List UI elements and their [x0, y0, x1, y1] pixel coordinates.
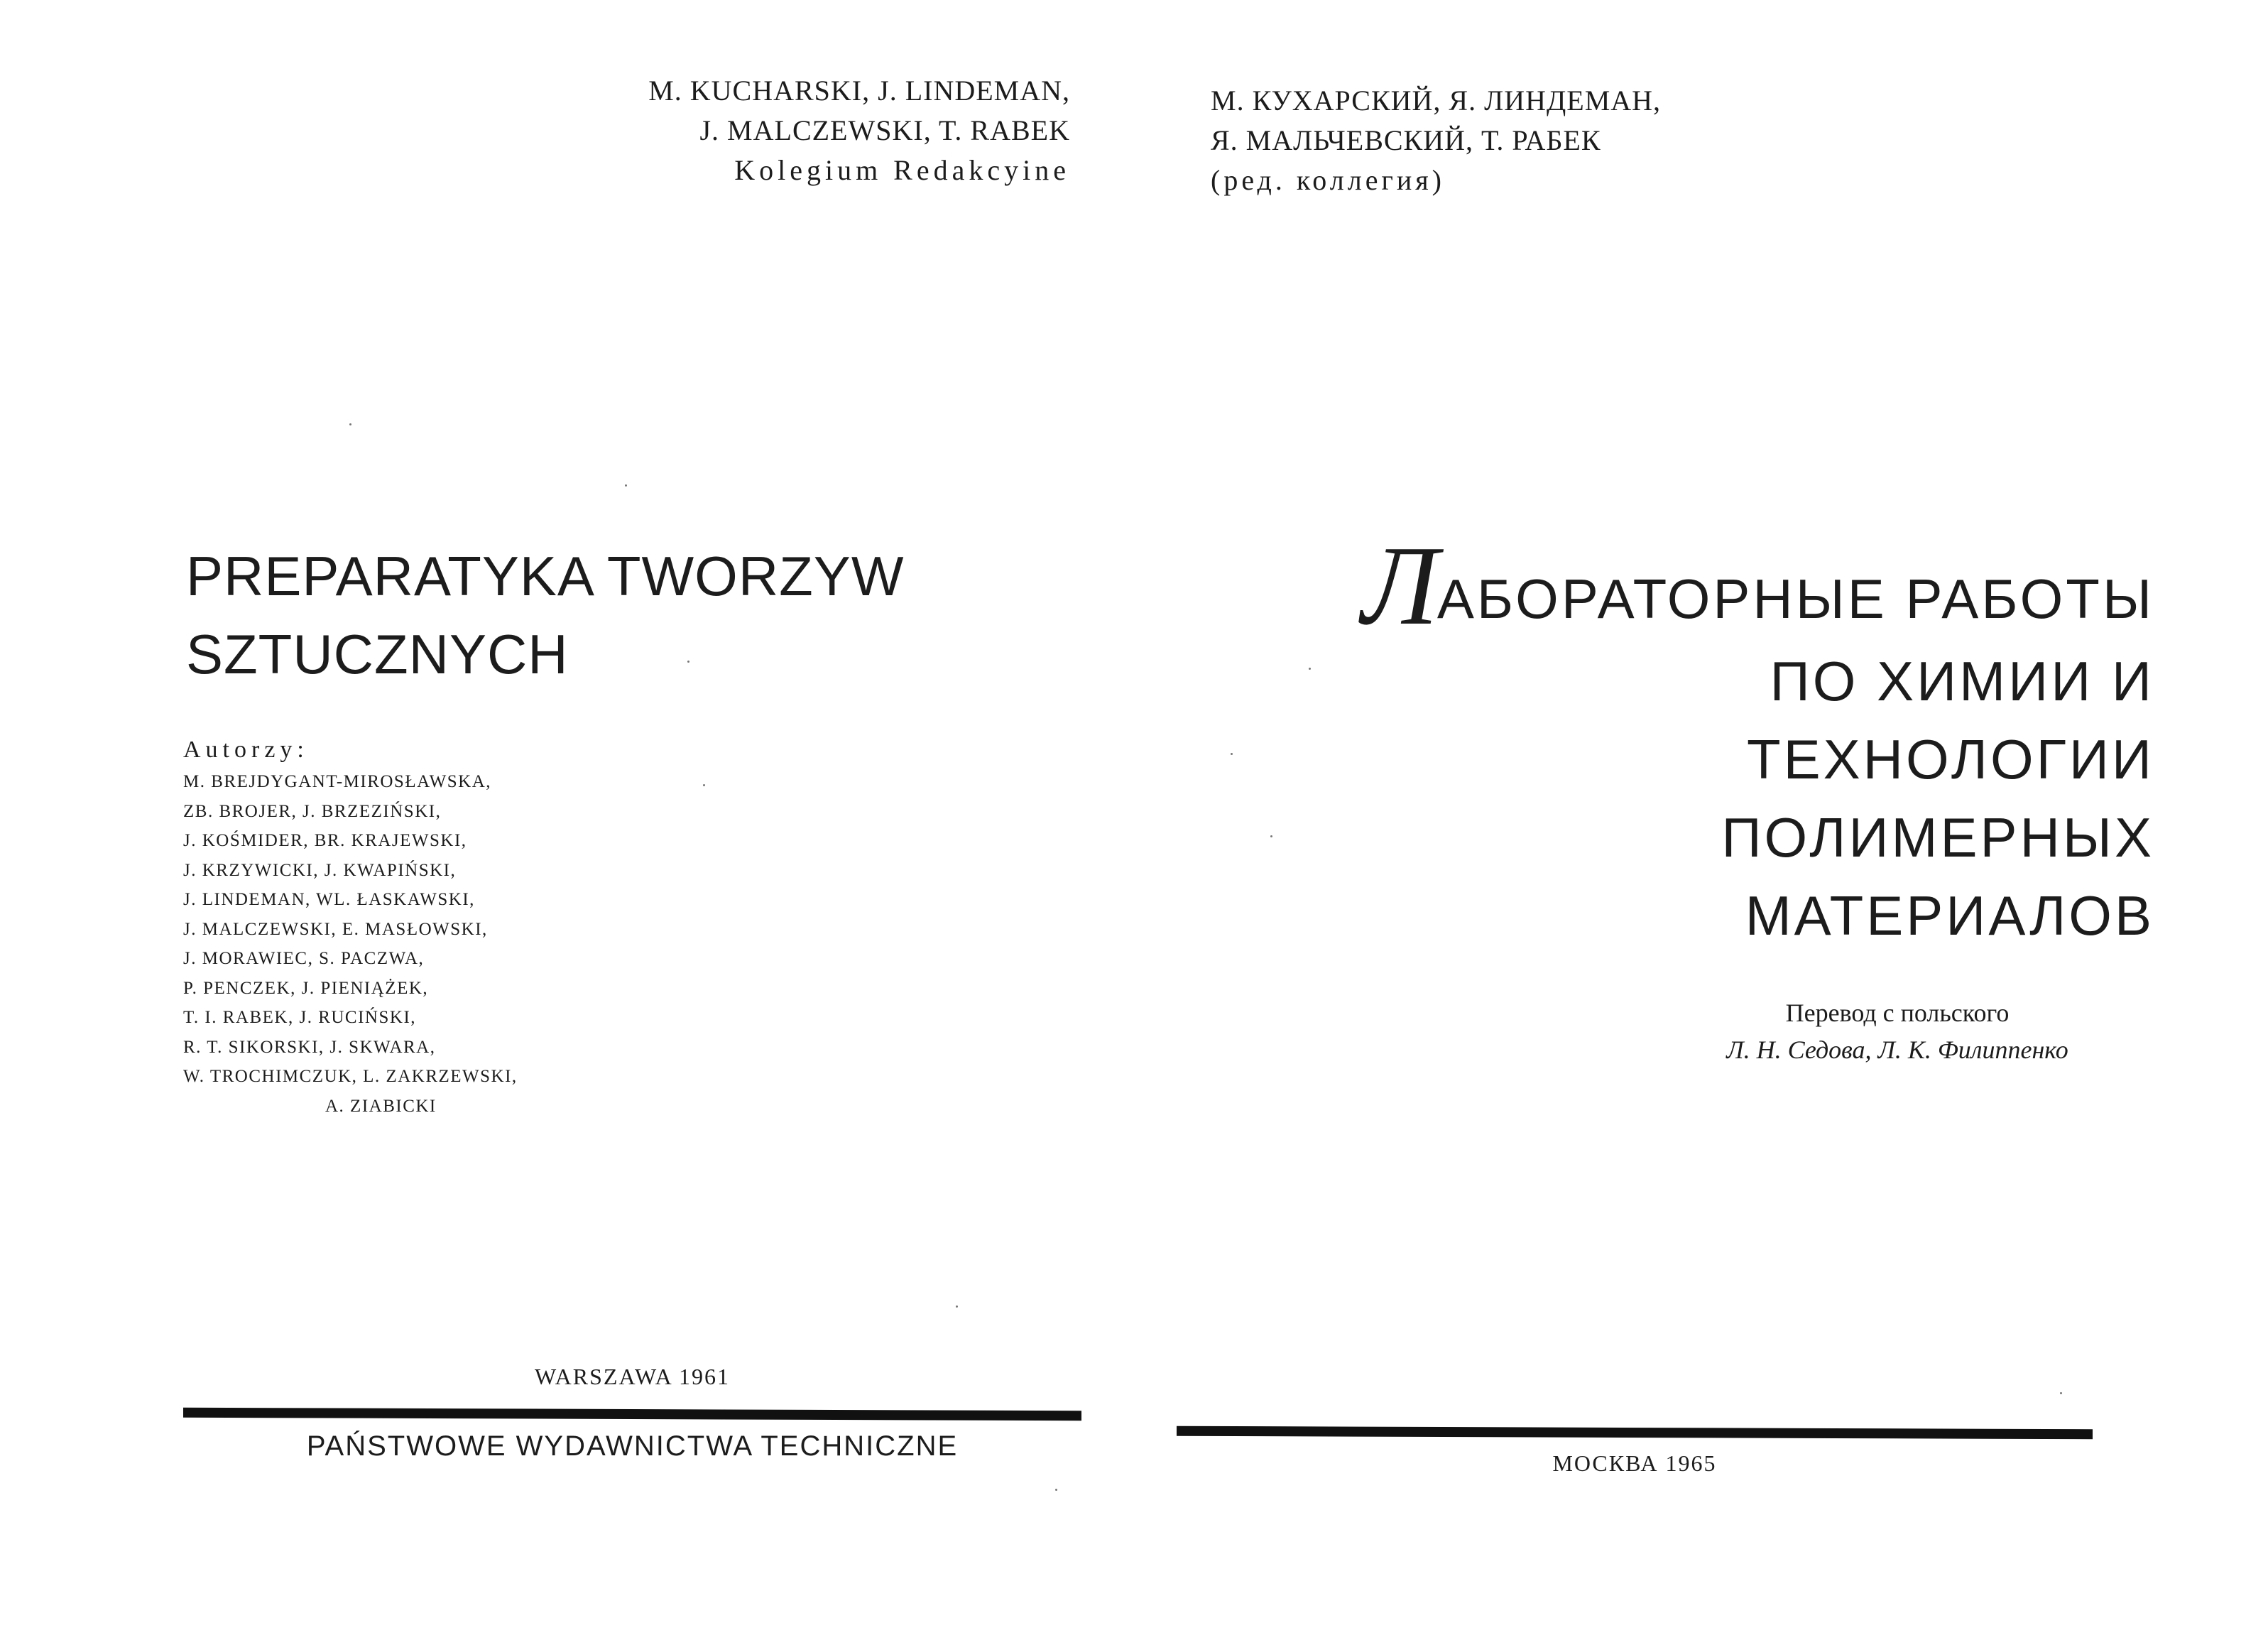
- print-speck: [1270, 835, 1272, 837]
- editorial-board-polish: [431, 71, 1070, 190]
- city-year-polish: WARSZAWA 1961: [535, 1364, 730, 1389]
- authors-list: [183, 733, 680, 1121]
- author-line: P. PENCZEK, J. PIENIĄŻEK,: [183, 978, 429, 998]
- author-line-last: A. ZIABICKI: [325, 1096, 437, 1116]
- title-line-4: ПОЛИМЕРНЫХ: [1721, 806, 2154, 869]
- author-line: J. KRZYWICKI, J. KWAPIŃSKI,: [183, 860, 457, 880]
- author-line: ZB. BROJER, J. BRZEZIŃSKI,: [183, 801, 442, 821]
- translation-label: Перевод с польского: [1785, 999, 2010, 1027]
- title-line-2: ПО ХИМИИ И: [1770, 650, 2154, 712]
- author-line: J. KOŚMIDER, BR. KRAJEWSKI,: [183, 831, 467, 850]
- title-line-1: PREPARATYKA TWORZYW: [186, 545, 905, 607]
- author-line: J. LINDEMAN, WL. ŁASKAWSKI,: [183, 890, 475, 909]
- editorial-board-russian: [1211, 81, 1850, 200]
- print-speck: [1055, 1489, 1057, 1491]
- print-speck: [1231, 753, 1233, 755]
- print-speck: [1309, 668, 1311, 670]
- city-year-russian: МОСКВА 1965: [1552, 1450, 1717, 1476]
- title-line-3: ТЕХНОЛОГИИ: [1746, 728, 2154, 791]
- title-line-1-rest: АБОРАТОРНЫЕ РАБОТЫ: [1436, 568, 2154, 630]
- author-line: W. TROCHIMCZUK, L. ZAKRZEWSKI,: [183, 1067, 518, 1086]
- author-line: J. MORAWIEC, S. PACZWA,: [183, 949, 425, 968]
- book-title-russian: [1231, 522, 2154, 955]
- divider-rule: [183, 1408, 1081, 1421]
- title-line-2: SZTUCZNYCH: [186, 623, 569, 685]
- editorial-role: (ред. коллегия): [1211, 164, 1445, 196]
- translation-credit: [1631, 994, 2164, 1068]
- print-speck: [687, 661, 689, 663]
- publisher-name: PAŃSTWOWE WYDAWNICTWA TECHNICZNE: [306, 1430, 959, 1462]
- right-page: [1134, 0, 2268, 1640]
- translators-names: Л. Н. Седова, Л. К. Филиппенко: [1726, 1036, 2068, 1064]
- editors-line-2: J. MALCZEWSKI, T. RABEK: [699, 114, 1070, 146]
- title-initial-letter: Л: [1361, 522, 1437, 648]
- print-speck: [2060, 1392, 2062, 1394]
- print-speck: [703, 784, 705, 786]
- divider-rule: [1177, 1426, 2093, 1440]
- print-speck: [956, 1305, 958, 1308]
- authors-heading: Autorzy:: [183, 737, 309, 763]
- title-line-5: МАТЕРИАЛОВ: [1745, 884, 2154, 947]
- author-line: J. MALCZEWSKI, E. MASŁOWSKI,: [183, 919, 488, 939]
- editors-line-1: М. КУХАРСКИЙ, Я. ЛИНДЕМАН,: [1211, 85, 1662, 116]
- author-line: R. T. SIKORSKI, J. SKWARA,: [183, 1037, 436, 1057]
- editorial-role: Kolegium Redakcyine: [734, 154, 1070, 186]
- print-speck: [625, 484, 627, 487]
- title-line-1: [1231, 522, 2154, 648]
- author-line: M. BREJDYGANT-MIROSŁAWSKA,: [183, 772, 492, 791]
- author-line: T. I. RABEK, J. RUCIŃSKI,: [183, 1008, 417, 1027]
- editors-line-1: M. KUCHARSKI, J. LINDEMAN,: [648, 75, 1070, 107]
- book-title-polish: [186, 537, 967, 693]
- editors-line-2: Я. МАЛЬЧЕВСКИЙ, Т. РАБЕК: [1211, 124, 1601, 156]
- print-speck: [349, 423, 351, 425]
